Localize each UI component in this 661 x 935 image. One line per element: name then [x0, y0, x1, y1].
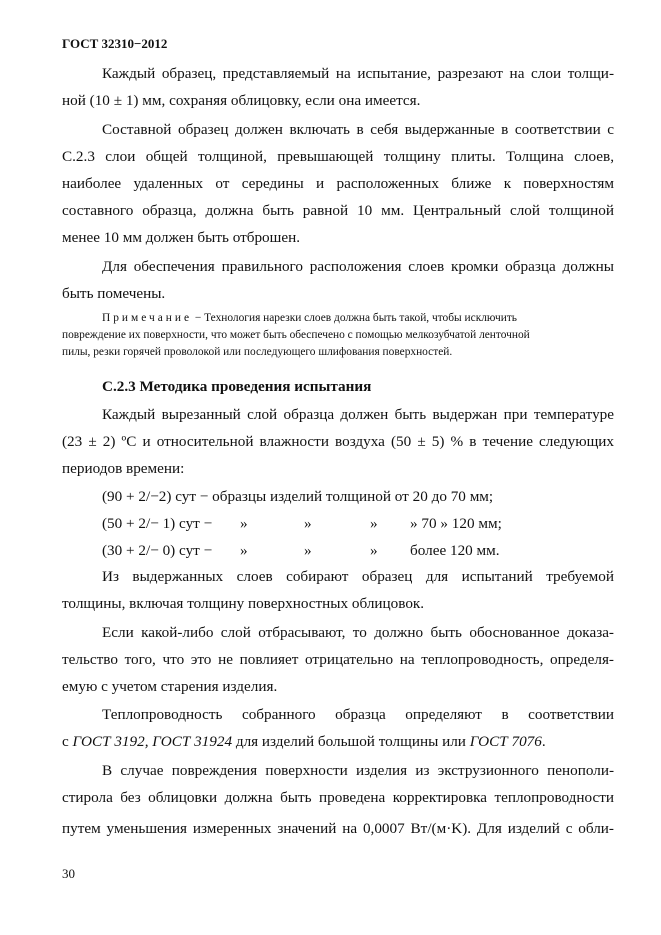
paragraph-line: Теплопроводность собранного образца определяют в соответствии: [102, 706, 614, 723]
paragraph-line: Для обеспечения правильного расположения слоев кромки образца должны: [102, 258, 614, 275]
period-row-3-label: (30 + 2/− 0) сут −: [102, 542, 213, 559]
paragraph-line: быть помечены.: [62, 285, 166, 302]
text-span: для изделий большой толщины или: [232, 733, 470, 750]
section-heading: С.2.3 Методика проведения испытания: [102, 378, 372, 395]
paragraph-line: стирола без облицовки должна быть проведена корректировка теплопроводности: [62, 789, 614, 806]
text-span: .: [541, 733, 546, 750]
paragraph-line: составного образца, должна быть равной 10 мм. Центральный слой толщиной: [62, 202, 614, 219]
note-line: [102, 311, 614, 326]
paragraph-line: менее 10 мм должен быть отброшен.: [62, 229, 301, 246]
page-number: 30: [62, 866, 75, 881]
paragraph-line: ной (10 ± 1) мм, сохраняя облицовку, если она имеется.: [62, 92, 421, 109]
paragraph-line: Составной образец должен включать в себя выдержанные в соответствии с: [102, 121, 614, 138]
paragraph-line: периодов времени:: [62, 460, 185, 477]
ditto-mark: »: [240, 515, 248, 532]
text-span: с: [62, 733, 73, 750]
period-row-3-range: более 120 мм.: [410, 542, 500, 559]
period-row-1: (90 + 2/−2) сут − образцы изделий толщиной от 20 до 70 мм;: [102, 488, 494, 505]
note-text: − Технология нарезки слоев должна быть такой, чтобы исключить: [192, 312, 517, 324]
paragraph-line: Каждый вырезанный слой образца должен быть выдержан при температуре: [102, 406, 614, 423]
note-label: Примечание: [102, 312, 193, 324]
paragraph-line: С.2.3 слои общей толщиной, превышающей толщину плиты. Толщина слоев,: [62, 148, 614, 165]
paragraph-line: наиболее удаленных от середины и расположенных ближе к поверхностям: [62, 175, 614, 192]
paragraph-line: [62, 732, 614, 751]
paragraph-line: В случае повреждения поверхности изделия из экструзионного пенополи-: [102, 762, 614, 779]
note-line: пилы, резки горячей проволокой или последующего шлифования поверхностей.: [62, 346, 453, 358]
paragraph-line: Каждый образец, представляемый на испытание, разрезают на слои толщи-: [102, 65, 614, 82]
ditto-mark: »: [304, 542, 312, 559]
paragraph-line: тельство того, что это не повлияет отрицательно на теплопроводность, определя-: [62, 651, 614, 668]
standard-reference: ГОСТ 7076: [469, 733, 542, 750]
note-line: повреждение их поверхности, что может быть обеспечено с помощью мелкозубчатой ленточной: [62, 329, 530, 341]
paragraph-line: толщины, включая толщину поверхностных облицовок.: [62, 595, 425, 612]
paragraph-line: емую с учетом старения изделия.: [62, 678, 278, 695]
paragraph-line: путем уменьшения измеренных значений на 0,0007 Вт/(м·K). Для изделий с обли-: [62, 820, 614, 837]
ditto-mark: »: [240, 542, 248, 559]
standard-reference: ГОСТ 3192, ГОСТ 31924: [72, 733, 233, 750]
paragraph-line: Если какой-либо слой отбрасывают, то должно быть обоснованное доказа-: [102, 624, 614, 641]
period-row-2-range: » 70 » 120 мм;: [410, 515, 502, 532]
period-row-2-label: (50 + 2/− 1) сут −: [102, 515, 213, 532]
ditto-mark: »: [370, 515, 378, 532]
paragraph-line: (23 ± 2) ºС и относительной влажности воздуха (50 ± 5) % в течение следующих: [62, 433, 614, 450]
document-header: ГОСТ 32310−2012: [62, 36, 168, 51]
ditto-mark: »: [304, 515, 312, 532]
ditto-mark: »: [370, 542, 378, 559]
paragraph-line: Из выдержанных слоев собирают образец для испытаний требуемой: [102, 568, 614, 585]
